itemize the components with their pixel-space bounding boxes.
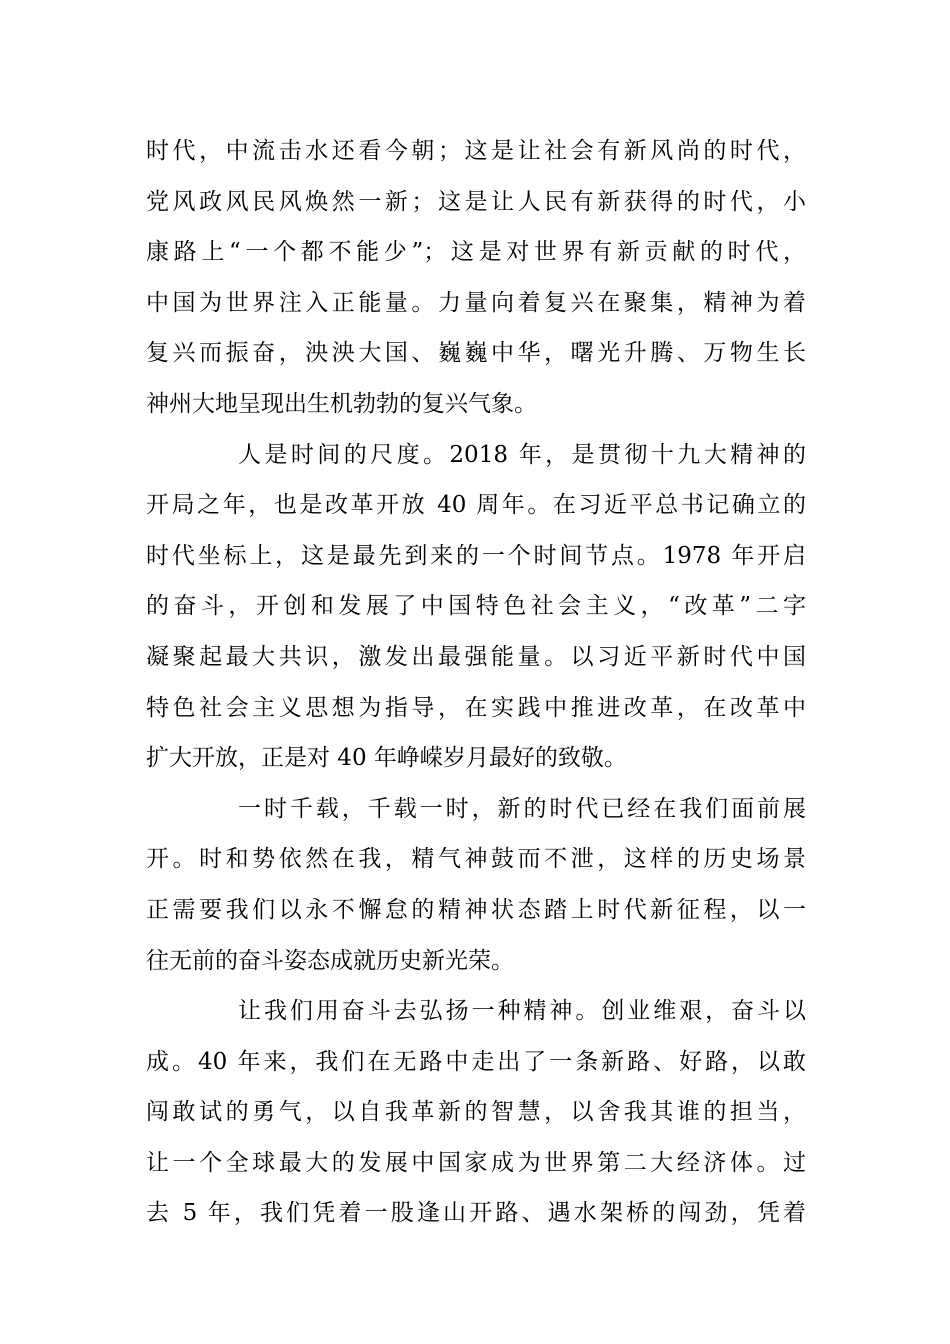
paragraph-3 bbox=[146, 784, 806, 986]
paragraph-line: 特色社会主义思想为指导，在实践中推进改革，在改革中 bbox=[146, 694, 806, 721]
paragraph-2 bbox=[146, 430, 806, 784]
document-body bbox=[146, 126, 806, 1239]
paragraph-line: 中国为世界注入正能量。力量向着复兴在聚集，精神为着 bbox=[146, 289, 806, 316]
paragraph-line: 康路上“一个都不能少”；这是对世界有新贡献的时代， bbox=[146, 239, 806, 266]
paragraph-line: 凝聚起最大共识，激发出最强能量。以习近平新时代中国 bbox=[146, 643, 806, 670]
paragraph-line: 让一个全球最大的发展中国家成为世界第二大经济体。过 bbox=[146, 1149, 806, 1176]
paragraph-1 bbox=[146, 126, 806, 430]
paragraph-line: 正需要我们以永不懈怠的精神状态踏上时代新征程，以一 bbox=[146, 896, 806, 923]
paragraph-line: 的奋斗，开创和发展了中国特色社会主义，“改革”二字 bbox=[146, 593, 806, 620]
paragraph-line: 时代坐标上，这是最先到来的一个时间节点。1978 年开启 bbox=[146, 542, 806, 569]
paragraph-line: 让我们用奋斗去弘扬一种精神。创业维艰，奋斗以 bbox=[238, 998, 806, 1025]
paragraph-line: 复兴而振奋，泱泱大国、巍巍中华，曙光升腾、万物生长 bbox=[146, 340, 806, 367]
paragraph-line: 开局之年，也是改革开放 40 周年。在习近平总书记确立的 bbox=[146, 492, 806, 519]
paragraph-line: 党风政风民风焕然一新；这是让人民有新获得的时代，小 bbox=[146, 188, 806, 215]
paragraph-line: 闯敢试的勇气，以自我革新的智慧，以舍我其谁的担当， bbox=[146, 1099, 806, 1126]
paragraph-line: 一时千载，千载一时，新的时代已经在我们面前展 bbox=[238, 795, 806, 822]
paragraph-line: 成。40 年来，我们在无路中走出了一条新路、好路，以敢 bbox=[146, 1048, 806, 1075]
paragraph-line: 开。时和势依然在我，精气神鼓而不泄，这样的历史场景 bbox=[146, 846, 806, 873]
paragraph-line: 人是时间的尺度。2018 年，是贯彻十九大精神的 bbox=[238, 441, 806, 468]
paragraph-line: 往无前的奋斗姿态成就历史新光荣。 bbox=[146, 947, 514, 974]
paragraph-line: 时代，中流击水还看今朝；这是让社会有新风尚的时代， bbox=[146, 138, 806, 164]
paragraph-line: 神州大地呈现出生机勃勃的复兴气象。 bbox=[146, 390, 537, 417]
paragraph-line: 去 5 年，我们凭着一股逢山开路、遇水架桥的闯劲，凭着 bbox=[146, 1200, 806, 1227]
paragraph-line: 扩大开放，正是对 40 年峥嵘岁月最好的致敬。 bbox=[146, 745, 627, 772]
paragraph-4 bbox=[146, 986, 806, 1239]
